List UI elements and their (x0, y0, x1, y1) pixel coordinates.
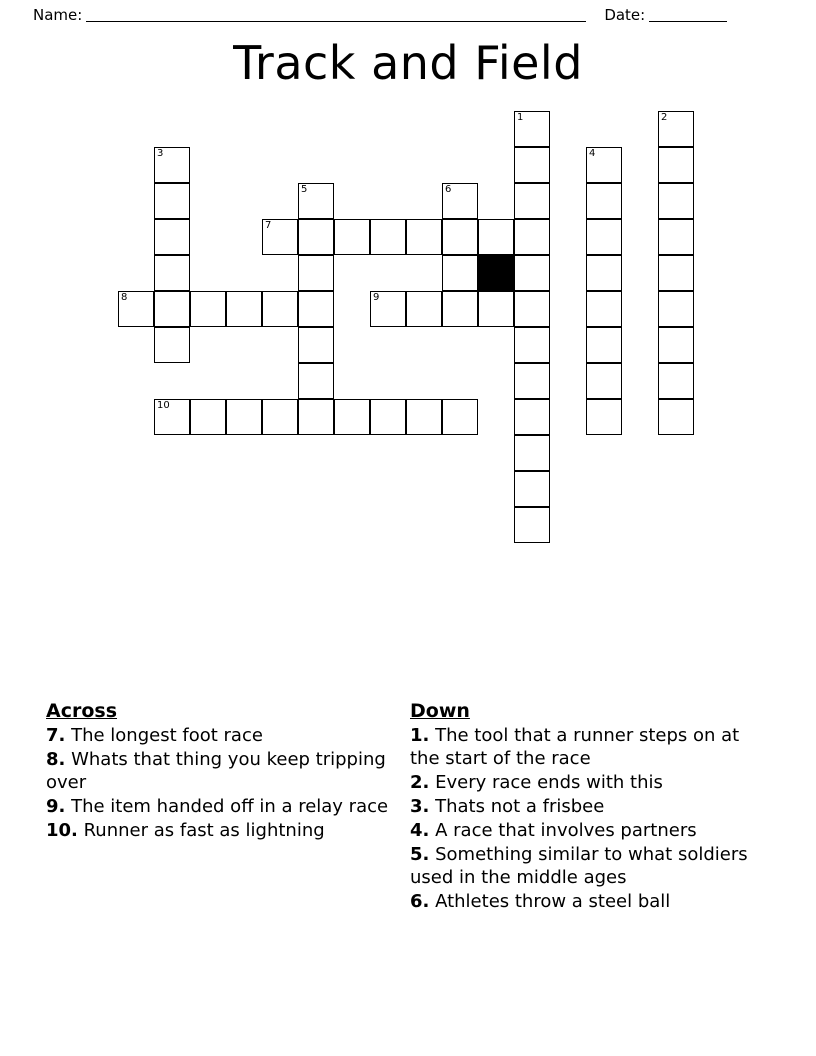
grid-cell[interactable] (226, 399, 262, 435)
grid-cell[interactable] (154, 291, 190, 327)
down-clue-text: Every race ends with this (429, 772, 663, 793)
down-clue-number: 3. (410, 796, 430, 817)
date-write-line[interactable] (649, 9, 727, 22)
grid-cell[interactable] (298, 327, 334, 363)
grid-cell[interactable] (298, 291, 334, 327)
page-title: Track and Field (233, 36, 583, 90)
across-clue-number: 8. (46, 749, 66, 770)
down-heading: Down (410, 700, 470, 722)
grid-cell[interactable] (118, 291, 154, 327)
date-label: Date: (604, 6, 646, 24)
grid-cell-number: 7 (265, 220, 272, 231)
grid-cell-blocked (478, 255, 514, 291)
grid-cell[interactable] (154, 147, 190, 183)
across-clue-list (46, 724, 391, 842)
grid-cell[interactable] (370, 291, 406, 327)
grid-cell[interactable] (406, 291, 442, 327)
grid-cell[interactable] (514, 507, 550, 543)
grid-cell-number: 4 (589, 148, 596, 159)
grid-cell[interactable] (442, 291, 478, 327)
across-clue-text: The longest foot race (65, 725, 263, 746)
grid-cell[interactable] (406, 399, 442, 435)
grid-cell[interactable] (442, 399, 478, 435)
grid-cell[interactable] (406, 219, 442, 255)
down-clue (410, 819, 755, 842)
grid-cell[interactable] (262, 399, 298, 435)
grid-cell[interactable] (442, 255, 478, 291)
across-heading: Across (46, 700, 118, 722)
grid-cell[interactable] (514, 111, 550, 147)
name-label: Name: (33, 6, 83, 24)
down-clue (410, 724, 755, 770)
grid-cell[interactable] (154, 183, 190, 219)
down-clue-text: The tool that a runner steps on at the start of the race (410, 725, 740, 769)
grid-cell[interactable] (514, 363, 550, 399)
grid-cell[interactable] (658, 363, 694, 399)
grid-cell[interactable] (154, 255, 190, 291)
grid-cell[interactable] (154, 327, 190, 363)
grid-cell[interactable] (586, 147, 622, 183)
across-clue (46, 724, 391, 747)
across-clue-text: Runner as fast as lightning (77, 820, 325, 841)
grid-cell[interactable] (334, 219, 370, 255)
grid-cell[interactable] (514, 291, 550, 327)
down-clue-text: Something similar to what soldiers used in the middle ages (410, 844, 748, 888)
grid-cell[interactable] (586, 327, 622, 363)
grid-cell-number: 2 (661, 112, 668, 123)
across-clue-number: 7. (46, 725, 66, 746)
grid-cell[interactable] (514, 255, 550, 291)
grid-cell[interactable] (586, 183, 622, 219)
worksheet-header (33, 0, 783, 24)
down-clue (410, 890, 755, 913)
down-clue-number: 1. (410, 725, 430, 746)
grid-cell-number: 6 (445, 184, 452, 195)
grid-cell[interactable] (658, 111, 694, 147)
grid-cell[interactable] (514, 183, 550, 219)
down-clue-text: Thats not a frisbee (429, 796, 605, 817)
grid-cell[interactable] (298, 219, 334, 255)
grid-cell[interactable] (298, 399, 334, 435)
grid-cell[interactable] (514, 435, 550, 471)
grid-cell[interactable] (658, 399, 694, 435)
grid-cell[interactable] (154, 399, 190, 435)
grid-cell[interactable] (262, 219, 298, 255)
grid-cell[interactable] (514, 147, 550, 183)
grid-cell[interactable] (658, 183, 694, 219)
grid-cell[interactable] (658, 219, 694, 255)
down-clue-number: 5. (410, 844, 430, 865)
down-clue (410, 771, 755, 794)
grid-cell[interactable] (586, 219, 622, 255)
grid-cell-number: 1 (517, 112, 524, 123)
grid-cell[interactable] (298, 255, 334, 291)
name-write-line[interactable] (86, 9, 586, 22)
grid-cell[interactable] (370, 219, 406, 255)
grid-cell[interactable] (190, 399, 226, 435)
grid-cell[interactable] (514, 327, 550, 363)
grid-cell[interactable] (586, 291, 622, 327)
grid-cell-number: 9 (373, 292, 380, 303)
crossword-grid (0, 108, 816, 558)
grid-cell[interactable] (514, 219, 550, 255)
across-clue (46, 748, 391, 794)
grid-cell[interactable] (442, 183, 478, 219)
grid-cell[interactable] (298, 183, 334, 219)
grid-cell[interactable] (586, 255, 622, 291)
down-clue-text: A race that involves partners (429, 820, 697, 841)
grid-cell[interactable] (658, 147, 694, 183)
down-clue-list (410, 724, 755, 913)
across-clue-text: The item handed off in a relay race (65, 796, 389, 817)
grid-cell[interactable] (190, 291, 226, 327)
grid-cell[interactable] (658, 327, 694, 363)
grid-cell[interactable] (586, 399, 622, 435)
across-clue (46, 795, 391, 818)
down-clue-number: 4. (410, 820, 430, 841)
grid-cell[interactable] (514, 399, 550, 435)
down-clue-number: 6. (410, 891, 430, 912)
grid-cell[interactable] (586, 363, 622, 399)
across-clue-text: Whats that thing you keep tripping over (46, 749, 386, 793)
grid-cell[interactable] (262, 291, 298, 327)
down-clue (410, 843, 755, 889)
down-clue-text: Athletes throw a steel ball (429, 891, 671, 912)
down-clues-column (410, 700, 755, 914)
across-clue-number: 10. (46, 820, 78, 841)
grid-cell[interactable] (154, 219, 190, 255)
grid-cell[interactable] (478, 291, 514, 327)
grid-cell-number: 10 (157, 400, 170, 411)
grid-cell[interactable] (298, 363, 334, 399)
grid-cell[interactable] (658, 291, 694, 327)
clues-section (0, 700, 816, 940)
grid-cell-number: 8 (121, 292, 128, 303)
grid-cell[interactable] (370, 399, 406, 435)
grid-cell[interactable] (226, 291, 262, 327)
grid-cell[interactable] (478, 219, 514, 255)
across-clue (46, 819, 391, 842)
grid-cell-number: 3 (157, 148, 164, 159)
grid-cell[interactable] (514, 471, 550, 507)
across-clue-number: 9. (46, 796, 66, 817)
across-clues-column (46, 700, 391, 843)
grid-cell-number: 5 (301, 184, 308, 195)
down-clue (410, 795, 755, 818)
grid-cell[interactable] (442, 219, 478, 255)
grid-cell[interactable] (658, 255, 694, 291)
down-clue-number: 2. (410, 772, 430, 793)
grid-cell[interactable] (334, 399, 370, 435)
